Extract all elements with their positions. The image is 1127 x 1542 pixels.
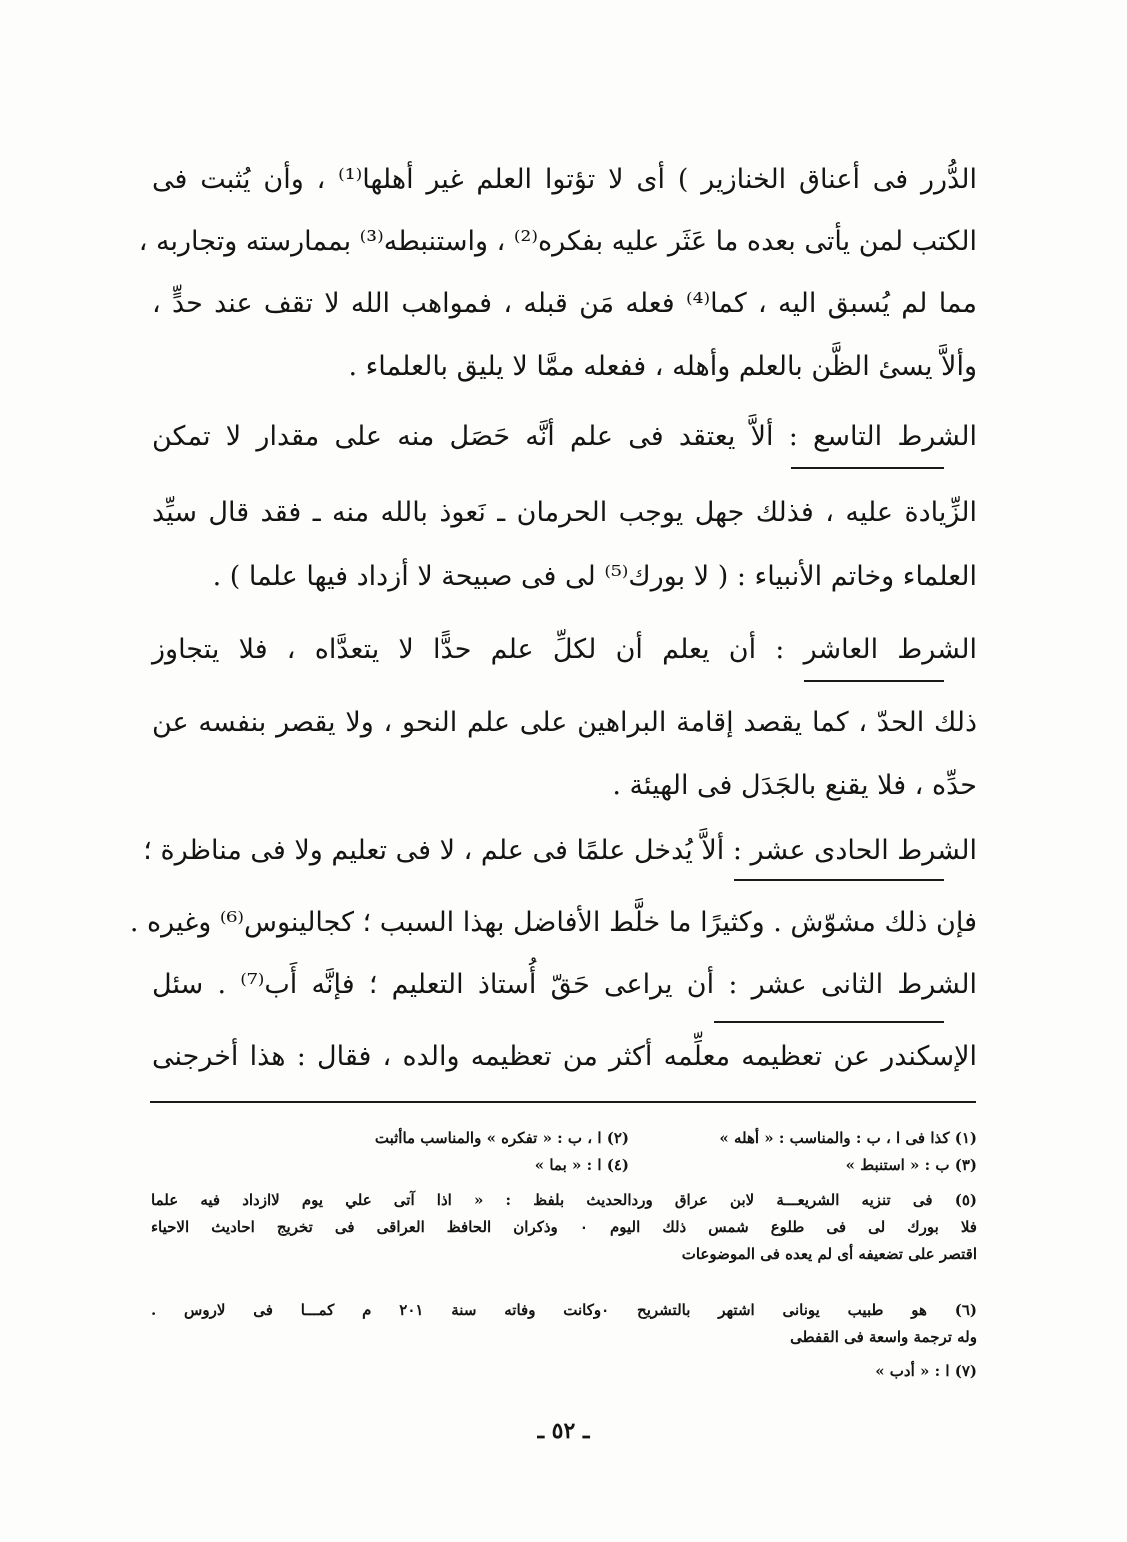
footnote-separator	[150, 1101, 976, 1103]
body-line-4: وألاَّ يسئ الظَّن بالعلم وأهله ، ففعله ممَّا لا يليق بالعلماء .	[348, 351, 977, 382]
page-number: ـ ٥٢ ـ	[537, 1418, 590, 1444]
heading-underline	[804, 680, 944, 682]
body-line-13-heading: الشرط الثانى عشر : أن يراعى حَقّ أُستاذ التعليم ؛ فإنَّه أَب⁽⁷⁾ . سئل	[152, 969, 977, 1000]
footnote-5-line-2: فلا بورك لى فى طلوع شمس ذلك اليوم ٠ وذكران الحافظ العراقى فى تخريج احاديث الاحياء	[151, 1218, 977, 1236]
heading-underline	[791, 467, 944, 469]
heading-underline	[714, 1021, 944, 1023]
body-line-3: مما لم يُسبق اليه ، كما⁽⁴⁾ فعله مَن قبله ، فمواهب الله لا تقف عند حدٍّ ،	[152, 288, 977, 319]
body-line-2: الكتب لمن يأتى بعده ما عَثَر عليه بفكره⁽²⁾ ، واستنبطه⁽³⁾ بممارسته وتجاربه ،	[138, 226, 977, 257]
body-line-5-heading: الشرط التاسع : ألاَّ يعتقد فى علم أنَّه حَصَل منه على مقدار لا تمكن	[152, 421, 977, 452]
body-line-11-heading: الشرط الحادى عشر : ألاَّ يُدخل علمًا فى علم ، لا فى تعليم ولا فى مناظرة ؛	[143, 835, 977, 866]
body-line-7: العلماء وخاتم الأنبياء : ( لا بورك⁽⁵⁾ لى فى صبيحة لا أزداد فيها علما ) .	[212, 561, 977, 592]
body-line-1: الدُّرر فى أعناق الخنازير ) أى لا تؤتوا العلم غير أهلها⁽¹⁾ ، وأن يُثبت فى	[152, 164, 977, 195]
body-line-10: حدِّه ، فلا يقنع بالجَدَل فى الهيئة .	[612, 770, 977, 801]
body-line-9: ذلك الحدّ ، كما يقصد إقامة البراهين على علم النحو ، ولا يقصر بنفسه عن	[152, 707, 977, 738]
footnote-6-line-1: (٦) هو طبيب يونانى اشتهر بالتشريح ٠وكانت وفاته سنة ٢٠١ م كمـــا فى لاروس .	[151, 1301, 977, 1319]
body-line-8-heading: الشرط العاشر : أن يعلم أن لكلِّ علم حدًّا لا يتعدَّاه ، فلا يتجاوز	[152, 634, 977, 665]
footnote-3: (٣) ب : « استنبط »	[845, 1156, 977, 1174]
body-line-12: فإن ذلك مشوّش . وكثيرًا ما خلَّط الأفاضل بهذا السبب ؛ كجالينوس⁽⁶⁾ وغيره .	[129, 907, 977, 938]
footnote-5-line-1: (٥) فى تنزيه الشريعـــة لابن عراق وردالحديث بلفظ : « اذا آتى علي يوم لاازداد فيه علما	[151, 1191, 977, 1209]
footnote-5-line-3: اقتصر على تضعيفه أى لم يعده فى الموضوعات	[681, 1245, 977, 1263]
body-line-6: الزِّيادة عليه ، فذلك جهل يوجب الحرمان ـ نَعوذ بالله منه ـ فقد قال سيِّد	[152, 497, 977, 528]
footnote-row-1	[151, 1127, 977, 1149]
footnote-4: (٤) ا : « بما »	[534, 1156, 629, 1174]
footnote-row-2	[151, 1154, 977, 1176]
footnote-2: (٢) ا ، ب : « تفكره » والمناسب ماأثبت	[374, 1129, 629, 1147]
footnote-7: (٧) ا : « أدب »	[875, 1362, 977, 1380]
heading-underline	[734, 879, 944, 881]
footnote-6-line-2: وله ترجمة واسعة فى القفطى	[790, 1328, 977, 1346]
body-line-14: الإسكندر عن تعظيمه معلِّمه أكثر من تعظيمه والده ، فقال : هذا أخرجنى	[152, 1041, 977, 1072]
footnote-1: (١) كذا فى ا ، ب : والمناسب : « أهله »	[719, 1129, 977, 1147]
